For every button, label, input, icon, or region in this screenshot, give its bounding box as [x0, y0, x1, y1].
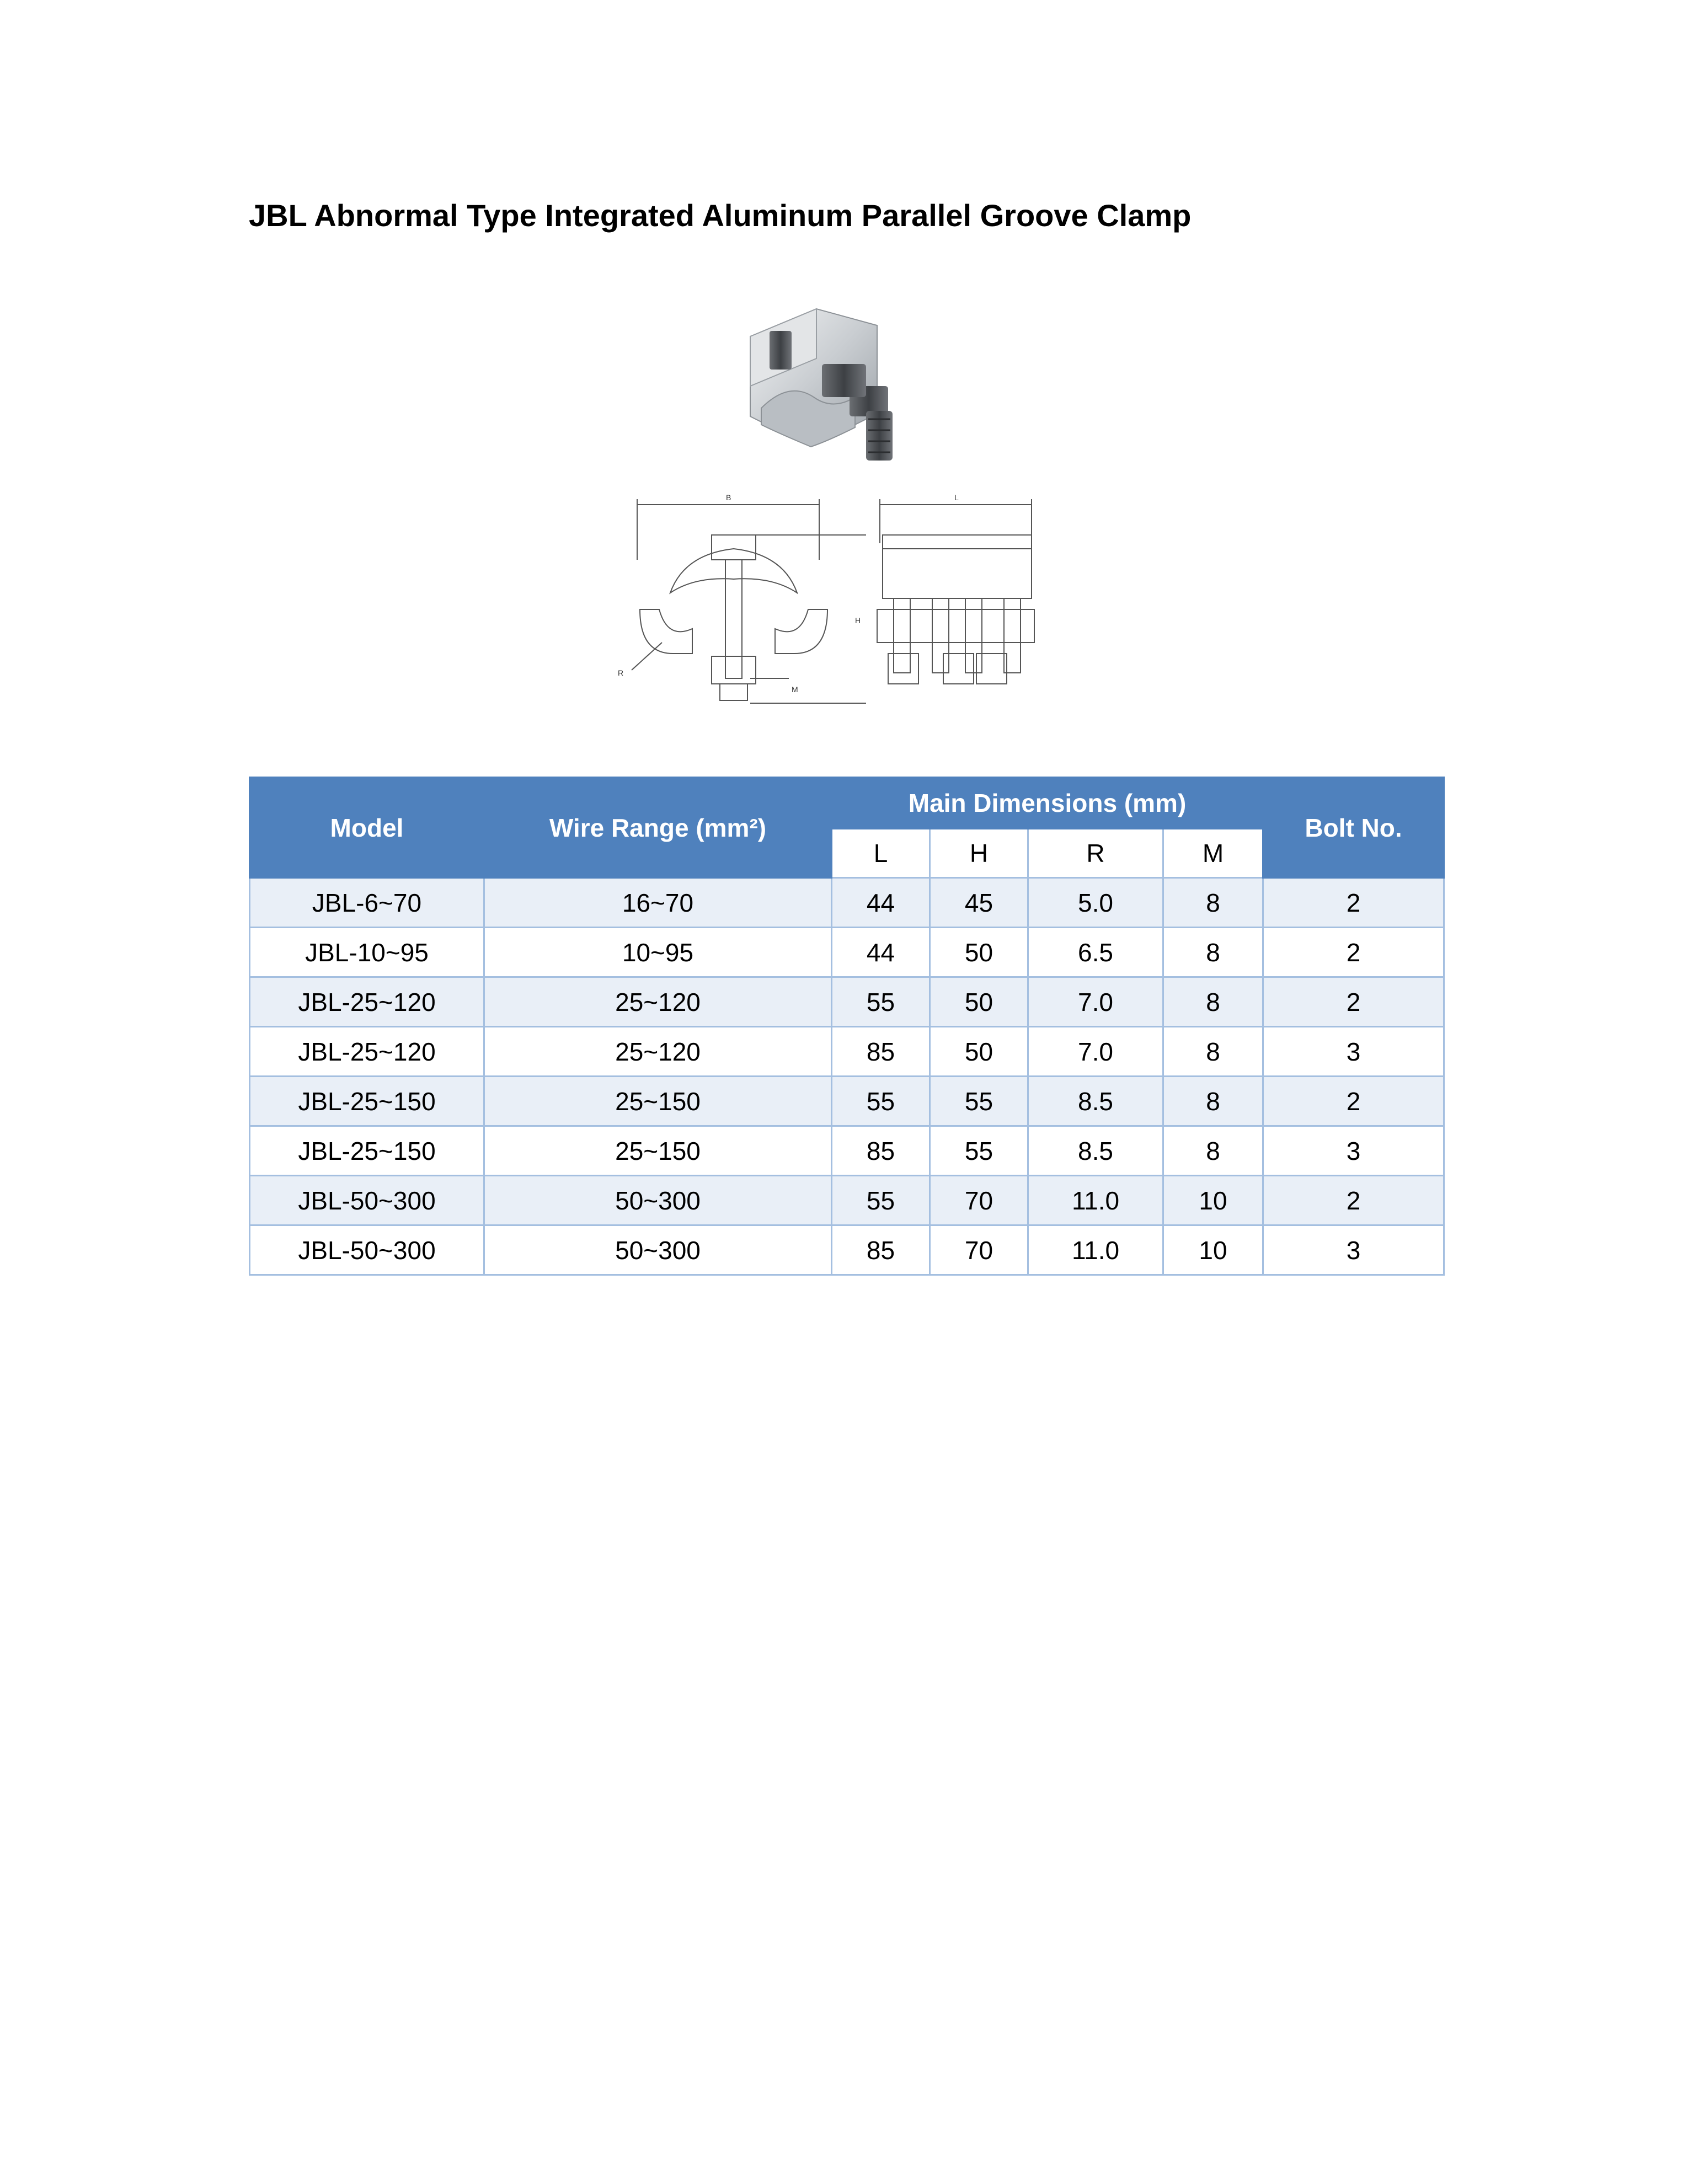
cell-bolt-no: 3 [1263, 1225, 1444, 1275]
cell-l: 55 [832, 977, 930, 1027]
cell-h: 50 [930, 1027, 1028, 1077]
header-dim-l: L [832, 829, 930, 878]
cell-l: 44 [832, 878, 930, 928]
cell-bolt-no: 2 [1263, 928, 1444, 977]
page-title: JBL Abnormal Type Integrated Aluminum Parallel Groove Clamp [249, 198, 1192, 233]
cell-h: 55 [930, 1126, 1028, 1176]
cell-m: 8 [1163, 878, 1263, 928]
table-row [250, 1225, 1444, 1275]
table-row [250, 878, 1444, 928]
header-bolt-no: Bolt No. [1263, 778, 1444, 878]
table-row [250, 1126, 1444, 1176]
cell-m: 8 [1163, 928, 1263, 977]
cell-model: JBL-50~300 [250, 1176, 484, 1225]
cell-h: 55 [930, 1077, 1028, 1126]
cell-l: 55 [832, 1077, 930, 1126]
cell-wire-range: 10~95 [484, 928, 832, 977]
cell-model: JBL-25~120 [250, 1027, 484, 1077]
cell-r: 8.5 [1028, 1077, 1163, 1126]
cell-r: 11.0 [1028, 1176, 1163, 1225]
cell-model: JBL-10~95 [250, 928, 484, 977]
header-model: Model [250, 778, 484, 878]
cell-l: 85 [832, 1126, 930, 1176]
cell-r: 7.0 [1028, 977, 1163, 1027]
dimension-label-r: R [618, 668, 624, 677]
cell-l: 55 [832, 1176, 930, 1225]
cell-m: 8 [1163, 1027, 1263, 1077]
cell-model: JBL-25~150 [250, 1077, 484, 1126]
cell-h: 50 [930, 928, 1028, 977]
cell-bolt-no: 3 [1263, 1126, 1444, 1176]
cell-wire-range: 25~150 [484, 1126, 832, 1176]
cell-bolt-no: 3 [1263, 1027, 1444, 1077]
cell-model: JBL-50~300 [250, 1225, 484, 1275]
cell-r: 5.0 [1028, 878, 1163, 928]
cell-wire-range: 25~150 [484, 1077, 832, 1126]
dimension-label-m: M [792, 685, 798, 694]
cell-m: 10 [1163, 1176, 1263, 1225]
table-row [250, 1077, 1444, 1126]
table-row [250, 977, 1444, 1027]
table-row [250, 1027, 1444, 1077]
cell-l: 85 [832, 1225, 930, 1275]
cell-model: JBL-25~150 [250, 1126, 484, 1176]
cell-m: 10 [1163, 1225, 1263, 1275]
header-wire-range: Wire Range (mm²) [484, 778, 832, 878]
cell-l: 85 [832, 1027, 930, 1077]
header-dim-r: R [1028, 829, 1163, 878]
cell-wire-range: 50~300 [484, 1225, 832, 1275]
table-row [250, 928, 1444, 977]
cell-bolt-no: 2 [1263, 977, 1444, 1027]
cell-m: 8 [1163, 1077, 1263, 1126]
cell-wire-range: 16~70 [484, 878, 832, 928]
specification-table [249, 777, 1445, 1276]
cell-model: JBL-6~70 [250, 878, 484, 928]
cell-model: JBL-25~120 [250, 977, 484, 1027]
product-photo [717, 298, 932, 488]
cell-wire-range: 50~300 [484, 1176, 832, 1225]
cell-r: 11.0 [1028, 1225, 1163, 1275]
cell-bolt-no: 2 [1263, 1176, 1444, 1225]
cell-h: 45 [930, 878, 1028, 928]
cell-bolt-no: 2 [1263, 878, 1444, 928]
table-row [250, 1176, 1444, 1225]
front-view-drawing [601, 494, 866, 714]
cell-h: 50 [930, 977, 1028, 1027]
header-main-dimensions: Main Dimensions (mm) [832, 778, 1263, 829]
cell-bolt-no: 2 [1263, 1077, 1444, 1126]
header-dim-m: M [1163, 829, 1263, 878]
header-dim-h: H [930, 829, 1028, 878]
cell-wire-range: 25~120 [484, 1027, 832, 1077]
cell-r: 8.5 [1028, 1126, 1163, 1176]
dimension-label-b: B [726, 494, 731, 502]
cell-m: 8 [1163, 977, 1263, 1027]
cell-m: 8 [1163, 1126, 1263, 1176]
dimension-label-h: H [855, 616, 861, 625]
side-view-drawing [872, 494, 1048, 714]
dimension-label-l: L [954, 494, 959, 502]
cell-wire-range: 25~120 [484, 977, 832, 1027]
cell-h: 70 [930, 1176, 1028, 1225]
cell-r: 7.0 [1028, 1027, 1163, 1077]
cell-r: 6.5 [1028, 928, 1163, 977]
cell-h: 70 [930, 1225, 1028, 1275]
cell-l: 44 [832, 928, 930, 977]
